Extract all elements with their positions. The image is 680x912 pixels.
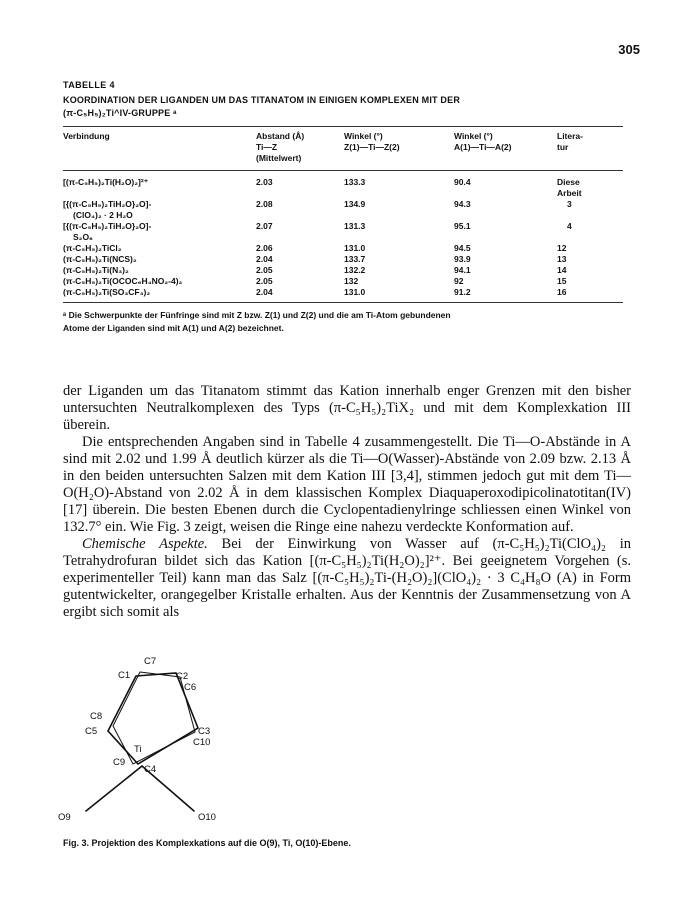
cell-angle-a: 90.4 bbox=[454, 177, 471, 187]
header-distance-sub2: (Mittelwert) bbox=[256, 153, 302, 163]
cell-compound: (π-C₅H₅)₂TiCl₂ bbox=[63, 243, 122, 253]
footnote-line1: ᵃ Die Schwerpunkte der Fünfringe sind mit Z bzw. Z(1) und Z(2) und die am Ti-Atom gebundenen bbox=[63, 310, 451, 320]
atom-label-c2: C2 bbox=[176, 671, 189, 682]
atom-label-c6: C6 bbox=[184, 682, 197, 693]
paragraph-3-heading: Chemische Aspekte. bbox=[82, 536, 208, 552]
cell-distance: 2.06 bbox=[256, 243, 273, 253]
header-angle-a-sub: A(1)—Ti—A(2) bbox=[454, 142, 512, 152]
header-ref-sub: tur bbox=[557, 142, 569, 152]
cell-compound: [{(π-C₅H₅)₂TiH₂O}₂O]- S₂O₆ bbox=[63, 221, 152, 242]
cell-angle-z: 131.3 bbox=[344, 221, 366, 231]
cell-distance: 2.05 bbox=[256, 276, 273, 286]
ring-2 bbox=[113, 672, 195, 764]
cell-angle-z: 131.0 bbox=[344, 287, 366, 297]
cell-ref: 3 bbox=[567, 199, 572, 209]
cell-angle-z: 133.7 bbox=[344, 254, 366, 264]
table-caption bbox=[63, 94, 623, 120]
cell-angle-z: 131.0 bbox=[344, 243, 366, 253]
cell-angle-z: 132 bbox=[344, 276, 359, 286]
cell-compound: (π-C₅H₅)₂Ti(N₃)₂ bbox=[63, 265, 129, 275]
figure-3-projection bbox=[58, 646, 318, 836]
page-number: 305 bbox=[618, 42, 640, 57]
header-distance bbox=[256, 127, 344, 171]
table-header-row bbox=[63, 127, 623, 171]
cell-distance: 2.08 bbox=[256, 199, 273, 209]
table-row bbox=[63, 199, 623, 221]
atom-label-c1: C1 bbox=[118, 670, 131, 681]
table-caption-line1: KOORDINATION DER LIGANDEN UM DAS TITANATOM IN EINIGEN KOMPLEXEN MIT DER bbox=[63, 95, 461, 105]
bond-ti-o9 bbox=[86, 766, 142, 811]
paragraph-3-text: Bei der Einwirkung von Wasser auf (π-C₅H₅)₂Ti(ClO₄)₂ in Tetrahydrofuran bildet sich das Kation [(π-C₅H₅)₂Ti(H₂O)₂]²⁺. Bei geeignetem Vorgehen (s. experimenteller Teil) kann man das Salz [(π-C₅H₅)₂Ti-(H₂O)₂](ClO₄)₂ · 3 C₄H₈O (A) in Form gutentwickelter, orangegelber Kristalle erhalten. Aus der Kenntnis der Zusammensetzung von A ergibt sich somit als bbox=[63, 536, 631, 620]
cell-angle-a: 94.5 bbox=[454, 243, 471, 253]
table-row bbox=[63, 276, 623, 287]
header-ref bbox=[557, 127, 623, 171]
cell-distance: 2.07 bbox=[256, 221, 273, 231]
cell-ref: 13 bbox=[557, 254, 567, 264]
table-rule-bottom bbox=[63, 302, 623, 303]
header-angle-a-label: Winkel (°) bbox=[454, 131, 493, 141]
cell-compound: [(π-C₅H₅)₂Ti(H₂O)₂]²⁺ bbox=[63, 177, 149, 187]
cell-distance: 2.03 bbox=[256, 177, 273, 187]
header-angle-z bbox=[344, 127, 454, 171]
table-row bbox=[63, 287, 623, 298]
paragraph-2: Die entsprechenden Angaben sind in Tabelle 4 zusammengestellt. Die Ti—O-Abstände in A sind mit 2.02 und 1.99 Å deutlich kürzer als die Ti—O(Wasser)-Abstände von 2.09 bzw. 2.13 Å in den beiden untersuchten Salzen mit dem Kation III [3,4], stimmen jedoch gut mit dem Ti—O(H₂O)-Abstand von 2.02 Å in dem klassischen Komplex Diaquaperoxodipicolinatotitan(IV) [17] überein. Die besten Ebenen durch die Cyclopentadienylringe schliessen einen Winkel von 132.7° ein. Wie Fig. 3 zeigt, weisen die Ringe eine nahezu verdeckte Konformation auf. bbox=[63, 434, 631, 535]
cell-compound: (π-C₅H₅)₂Ti(OCOC₆H₄NO₂-4)₂ bbox=[63, 276, 183, 286]
cell-angle-z: 133.3 bbox=[344, 177, 366, 187]
header-angle-z-label: Winkel (°) bbox=[344, 131, 383, 141]
cell-angle-a: 91.2 bbox=[454, 287, 471, 297]
atom-label-c7: C7 bbox=[144, 656, 157, 667]
header-ref-label: Litera- bbox=[557, 131, 583, 141]
cell-angle-a: 92 bbox=[454, 276, 464, 286]
footnote-line2: Atome der Liganden sind mit A(1) und A(2) bezeichnet. bbox=[63, 323, 284, 333]
cell-compound: (π-C₅H₅)₂Ti(NCS)₂ bbox=[63, 254, 137, 264]
cell-ref: 14 bbox=[557, 265, 567, 275]
cell-ref: 4 bbox=[567, 221, 572, 231]
atom-label-c10: C10 bbox=[193, 737, 211, 748]
table-label: TABELLE 4 bbox=[63, 80, 115, 90]
coordination-table bbox=[63, 127, 623, 298]
header-angle-z-sub: Z(1)—Ti—Z(2) bbox=[344, 142, 400, 152]
atom-label-c9: C9 bbox=[113, 757, 126, 768]
table-caption-line2: (π-C₅H₅)₂Ti^IV-GRUPPE ᵃ bbox=[63, 108, 177, 118]
atom-label-c4: C4 bbox=[144, 764, 157, 775]
paragraph-1: der Liganden um das Titanatom stimmt das Kation innerhalb enger Grenzen mit den bisher untersuchten Neutralkomplexen des Typs (π-C₅H₅)₂TiX₂ und mit dem Komplexkation III überein. bbox=[63, 383, 631, 433]
atom-label-o10: O10 bbox=[198, 812, 216, 823]
table-footnote bbox=[63, 309, 623, 335]
cell-angle-z: 132.2 bbox=[344, 265, 366, 275]
body-text bbox=[63, 383, 631, 621]
cell-distance: 2.05 bbox=[256, 265, 273, 275]
cell-compound: (π-C₅H₅)₂Ti(SO₃CF₃)₂ bbox=[63, 287, 151, 297]
atom-label-o9: O9 bbox=[58, 812, 71, 823]
cell-ref: 15 bbox=[557, 276, 567, 286]
cell-angle-a: 95.1 bbox=[454, 221, 471, 231]
table-row bbox=[63, 171, 623, 199]
atom-label-c3: C3 bbox=[198, 726, 211, 737]
cell-angle-a: 93.9 bbox=[454, 254, 471, 264]
cell-ref: 12 bbox=[557, 243, 567, 253]
figure-caption: Fig. 3. Projektion des Komplexkations auf die O(9), Ti, O(10)-Ebene. bbox=[63, 838, 351, 848]
cell-compound: [{(π-C₅H₅)₂TiH₂O}₂O]- (ClO₄)₂ · 2 H₂O bbox=[63, 199, 152, 220]
header-distance-label: Abstand (Å) bbox=[256, 131, 305, 141]
header-compound: Verbindung bbox=[63, 131, 110, 141]
cell-distance: 2.04 bbox=[256, 254, 273, 264]
header-angle-a bbox=[454, 127, 557, 171]
atom-label-ti: Ti bbox=[134, 744, 142, 755]
paragraph-3 bbox=[63, 536, 631, 621]
table-row bbox=[63, 254, 623, 265]
cell-ref: 16 bbox=[557, 287, 567, 297]
atom-label-c8: C8 bbox=[90, 711, 103, 722]
table-row bbox=[63, 265, 623, 276]
header-distance-sub: Ti—Z bbox=[256, 142, 278, 152]
cell-angle-a: 94.3 bbox=[454, 199, 471, 209]
table-4 bbox=[63, 80, 623, 335]
cell-ref: Diese Arbeit bbox=[557, 177, 582, 198]
atom-label-c5: C5 bbox=[85, 726, 98, 737]
cell-angle-a: 94.1 bbox=[454, 265, 471, 275]
table-row bbox=[63, 243, 623, 254]
cell-angle-z: 134.9 bbox=[344, 199, 366, 209]
table-row bbox=[63, 221, 623, 243]
cell-distance: 2.04 bbox=[256, 287, 273, 297]
